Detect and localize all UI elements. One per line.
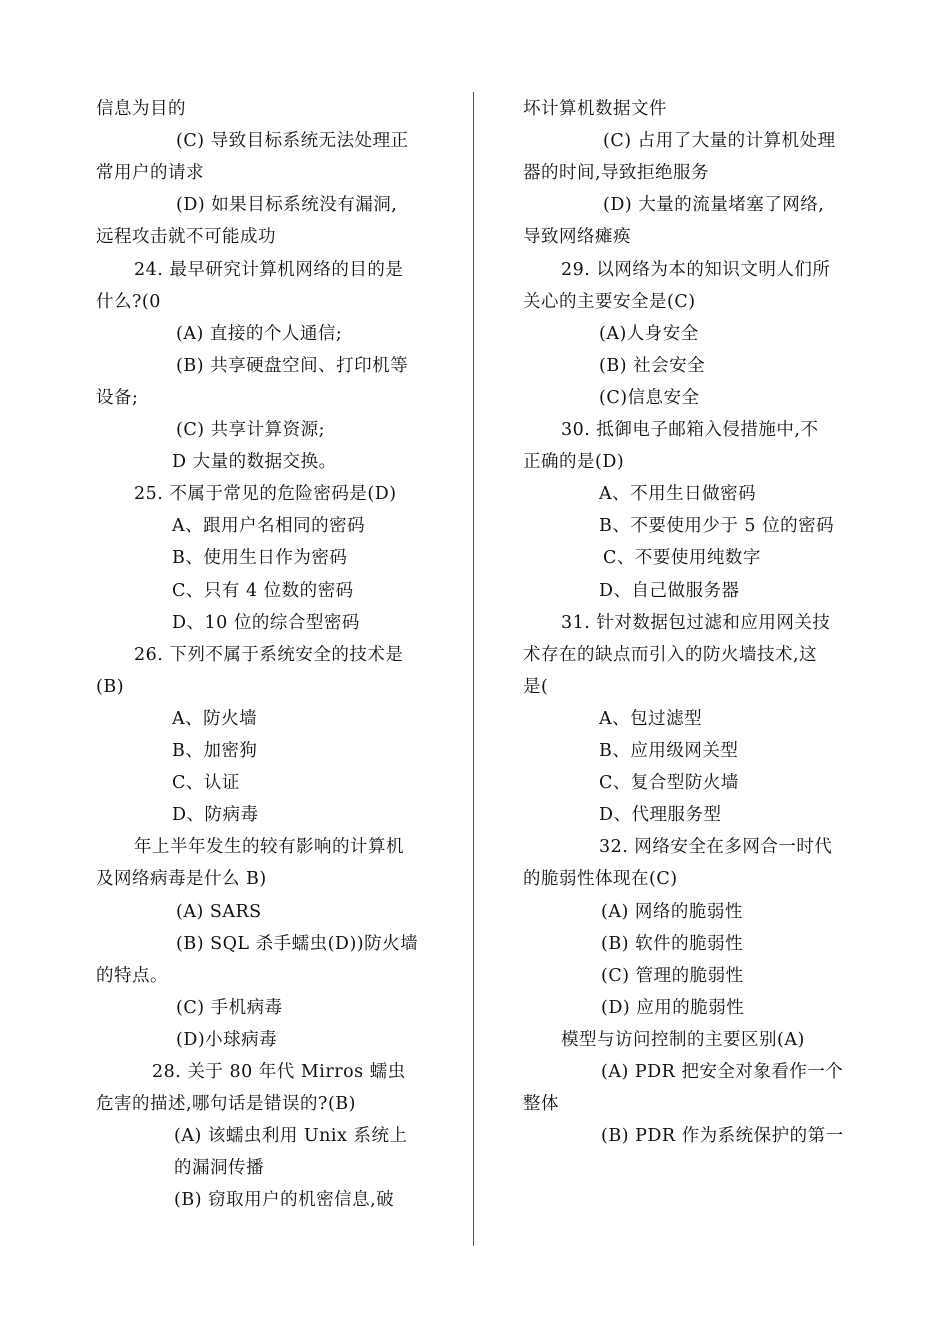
text-line: (B) 共享硬盘空间、打印机等 <box>176 355 409 376</box>
text-line: A、跟用户名相同的密码 <box>172 516 366 537</box>
text-line: 信息为目的 <box>96 99 186 119</box>
text-line: (C) 导致目标系统无法处理正 <box>176 131 409 152</box>
text-line: (B) PDR 作为系统保护的第一 <box>601 1126 844 1147</box>
text-line: (B) 社会安全 <box>599 355 706 376</box>
text-line: A、防火墙 <box>172 708 258 729</box>
text-line: 28. 关于 80 年代 Mirros 蠕虫 <box>152 1062 406 1082</box>
text-line: (B) <box>96 676 125 697</box>
text-line: 术存在的缺点而引入的防火墙技术,这 <box>523 644 818 665</box>
text-line: 坏计算机数据文件 <box>523 99 667 119</box>
text-line: 器的时间,导致拒绝服务 <box>523 163 710 184</box>
text-line: D、10 位的综合型密码 <box>172 612 360 633</box>
text-line: 是( <box>523 676 549 697</box>
text-line: B、不要使用少于 5 位的密码 <box>599 516 835 537</box>
text-line: 正确的是(D) <box>523 452 625 473</box>
text-line: 31. 针对数据包过滤和应用网关技 <box>561 612 831 633</box>
text-line: (A) 该蠕虫利用 Unix 系统上 <box>174 1126 408 1147</box>
text-line: 32. 网络安全在多网合一时代 <box>599 837 833 858</box>
text-line: (A) 网络的脆弱性 <box>601 901 743 922</box>
text-line: (D) 如果目标系统没有漏洞, <box>176 195 398 216</box>
text-line: (C) 共享计算资源; <box>176 420 326 440</box>
text-line: D、代理服务型 <box>599 805 722 826</box>
text-line: (A) SARS <box>176 901 262 922</box>
text-line: 关心的主要安全是(C) <box>523 291 696 312</box>
text-line: 29. 以网络为本的知识文明人们所 <box>561 259 831 280</box>
text-line: (B) 窃取用户的机密信息,破 <box>174 1190 395 1211</box>
text-line: (C) 手机病毒 <box>176 997 283 1018</box>
text-line: A、不用生日做密码 <box>599 484 757 505</box>
text-line: D、防病毒 <box>172 805 259 826</box>
text-line: 30. 抵御电子邮箱入侵措施中,不 <box>561 420 819 440</box>
text-line: 的特点。 <box>96 965 168 986</box>
text-line: D 大量的数据交换。 <box>172 452 337 473</box>
text-line: C、只有 4 位数的密码 <box>172 580 354 601</box>
text-line: 常用户的请求 <box>96 163 204 184</box>
text-line: (B) 软件的脆弱性 <box>601 933 744 954</box>
text-line: 26. 下列不属于系统安全的技术是 <box>134 644 404 665</box>
column-divider <box>473 92 474 1246</box>
text-line: (C) 管理的脆弱性 <box>601 965 744 986</box>
text-line: 远程攻击就不可能成功 <box>96 227 276 248</box>
text-line: 24. 最早研究计算机网络的目的是 <box>134 259 404 280</box>
text-line: (A) PDR 把安全对象看作一个 <box>601 1062 844 1082</box>
text-line: D、自己做服务器 <box>599 580 740 601</box>
text-line: 什么?(0 <box>96 291 161 312</box>
text-line: C、复合型防火墙 <box>599 773 739 794</box>
text-line: 及网络病毒是什么 B) <box>96 869 267 890</box>
text-line: B、应用级网关型 <box>599 741 739 761</box>
text-line: 的漏洞传播 <box>174 1158 264 1179</box>
text-line: 导致网络瘫痪 <box>523 227 631 248</box>
text-line: 的脆弱性体现在(C) <box>523 869 678 890</box>
text-line: B、加密狗 <box>172 741 258 761</box>
text-line: (C) 占用了大量的计算机处理 <box>603 131 836 152</box>
text-line: 危害的描述,哪句话是错误的?(B) <box>96 1094 356 1115</box>
text-line: 设备; <box>96 387 139 408</box>
text-line: (A) 直接的个人通信; <box>176 323 343 344</box>
text-line: C、不要使用纯数字 <box>603 548 761 569</box>
text-line: 25. 不属于常见的危险密码是(D) <box>134 484 397 505</box>
text-line: C、认证 <box>172 773 240 794</box>
text-line: (A)人身安全 <box>599 323 699 344</box>
text-line: 年上半年发生的较有影响的计算机 <box>134 837 404 858</box>
text-line: (D) 大量的流量堵塞了网络, <box>603 195 825 216</box>
text-line: A、包过滤型 <box>599 708 703 729</box>
text-line: (D)小球病毒 <box>176 1029 278 1050</box>
text-line: (D) 应用的脆弱性 <box>601 997 745 1018</box>
text-line: B、使用生日作为密码 <box>172 548 348 569</box>
text-line: (C)信息安全 <box>599 387 700 408</box>
text-line: 整体 <box>523 1094 559 1115</box>
text-line: (B) SQL 杀手蠕虫(D))防火墙 <box>176 933 419 954</box>
text-line: 模型与访问控制的主要区别(A) <box>561 1029 805 1050</box>
